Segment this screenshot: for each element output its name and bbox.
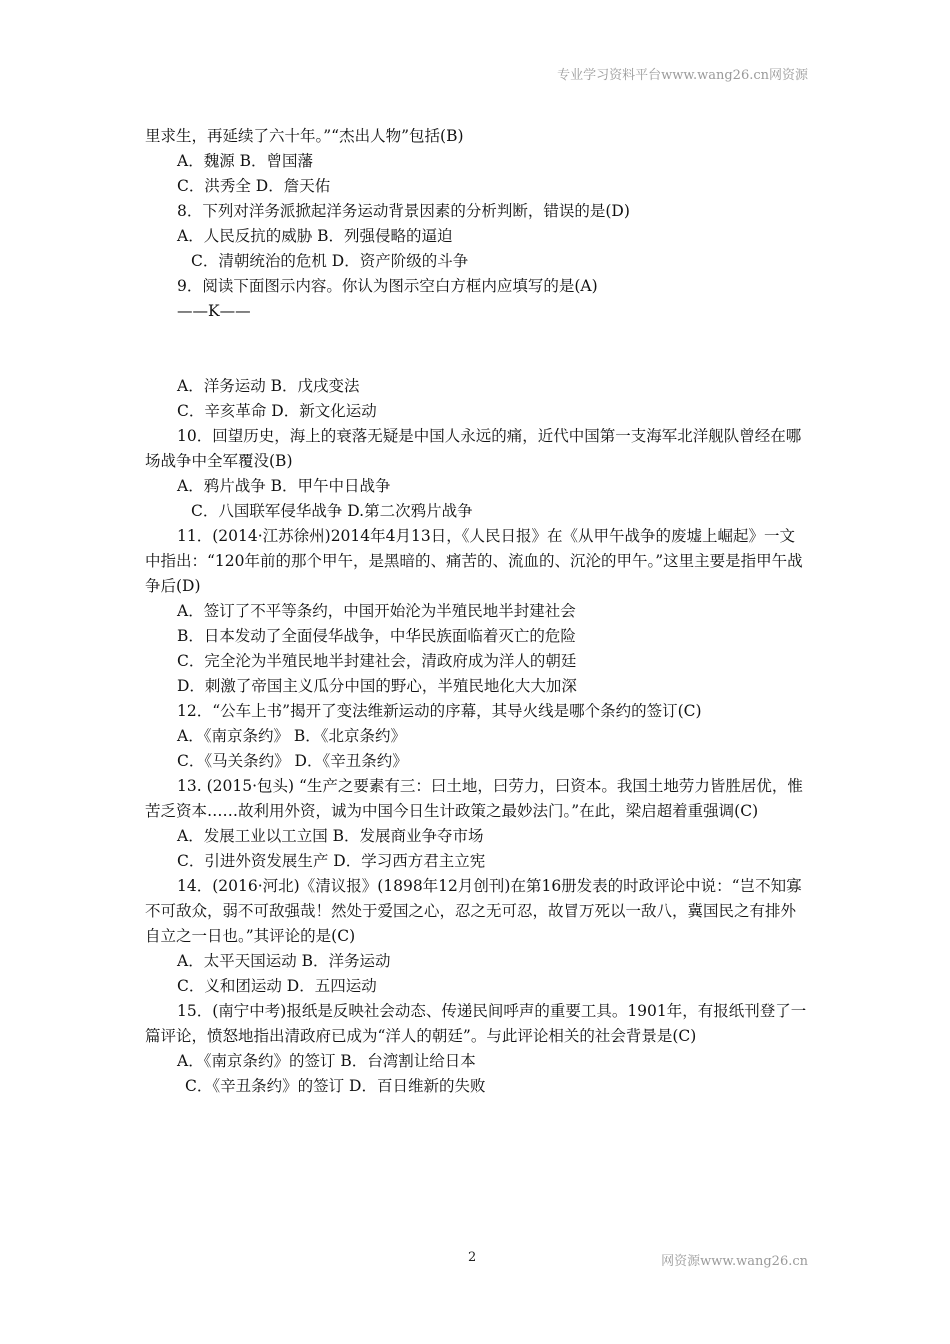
question-12: 12．“公车上书”揭开了变法维新运动的序幕，其导火线是哪个条约的签订(C) bbox=[177, 702, 702, 720]
option-line: A．太平天国运动 B．洋务运动 bbox=[177, 952, 391, 970]
question-10: 10．回望历史，海上的衰落无疑是中国人永远的痛，近代中国第一支海军北洋舰队曾经在哪场战争中全军覆没(B) bbox=[145, 427, 802, 470]
diagram-placeholder-text: ——K—— bbox=[177, 302, 251, 320]
option-line: A．洋务运动 B．戊戌变法 bbox=[177, 377, 360, 395]
option-line: C．义和团运动 D．五四运动 bbox=[177, 977, 377, 995]
option-line: A．鸦片战争 B．甲午中日战争 bbox=[177, 477, 391, 495]
question-9: 9．阅读下面图示内容。你认为图示空白方框内应填写的是(A) bbox=[177, 277, 598, 295]
option-line: C．八国联军侵华战争 D.第二次鸦片战争 bbox=[191, 502, 473, 520]
option-line: A．魏源 B．曾国藩 bbox=[177, 152, 314, 170]
option-line: C．洪秀全 D．詹天佑 bbox=[177, 177, 331, 195]
question-13: 13. (2015·包头) “生产之要素有三：曰土地，曰劳力，曰资本。我国土地劳力皆胜居优，惟苦乏资本……故利用外资，诚为中国今日生计政策之最妙法门。”在此，梁启超着重强调(C) bbox=[145, 777, 803, 820]
question-8: 8．下列对洋务派掀起洋务运动背景因素的分析判断，错误的是(D) bbox=[177, 202, 630, 220]
diagram-gap bbox=[145, 324, 810, 374]
page-number: 2 bbox=[468, 1250, 477, 1265]
option-line: C．辛亥革命 D．新文化运动 bbox=[177, 402, 377, 420]
option-line: B．日本发动了全面侵华战争，中华民族面临着灭亡的危险 bbox=[177, 627, 576, 645]
question-15: 15．(南宁中考)报纸是反映社会动态、传递民间呼声的重要工具。1901年，有报纸刊登了一篇评论，愤怒地指出清政府已成为“洋人的朝廷”。与此评论相关的社会背景是(C) bbox=[145, 1002, 807, 1045]
option-line: A．签订了不平等条约，中国开始沦为半殖民地半封建社会 bbox=[177, 602, 576, 620]
question-14: 14．(2016·河北)《清议报》(1898年12月创刊)在第16册发表的时政评论中说：“岂不知寡不可敌众，弱不可敌强哉！然处于爱国之心，忍之无可忍，故冒万死以一敌八，冀国民之有排外自立之一日也。”其评论的是(C) bbox=[145, 877, 802, 945]
footer-watermark: 网资源www.wang26.cn bbox=[661, 1254, 808, 1269]
option-line: A．人民反抗的威胁 B．列强侵略的逼迫 bbox=[177, 227, 453, 245]
question-11: 11．(2014·江苏徐州)2014年4月13日，《人民日报》在《从甲午战争的废墟上崛起》一文中指出：“120年前的那个甲午，是黑暗的、痛苦的、流血的、沉沦的甲午。”这里主要是指甲午战争后(D) bbox=[145, 527, 803, 595]
option-line: C．清朝统治的危机 D．资产阶级的斗争 bbox=[191, 252, 469, 270]
option-line: A．《南京条约》的签订 B．台湾割让给日本 bbox=[177, 1052, 476, 1070]
option-line: A．发展工业以工立国 B．发展商业争夺市场 bbox=[177, 827, 484, 845]
option-line: C．完全沦为半殖民地半封建社会，清政府成为洋人的朝廷 bbox=[177, 652, 577, 670]
option-line: C．《辛丑条约》的签订 D．百日维新的失败 bbox=[185, 1077, 486, 1095]
option-line: C．《马关条约》 D．《辛丑条约》 bbox=[177, 752, 408, 770]
option-line: C．引进外资发展生产 D．学习西方君主立宪 bbox=[177, 852, 486, 870]
option-line: A．《南京条约》 B．《北京条约》 bbox=[177, 727, 407, 745]
option-line: D．刺激了帝国主义瓜分中国的野心，半殖民地化大大加深 bbox=[177, 677, 577, 695]
header-watermark: 专业学习资料平台www.wang26.cn网资源 bbox=[557, 68, 808, 83]
text-line: 里求生，再延续了六十年。”“杰出人物”包括(B) bbox=[145, 127, 464, 145]
document-body bbox=[145, 124, 810, 1099]
